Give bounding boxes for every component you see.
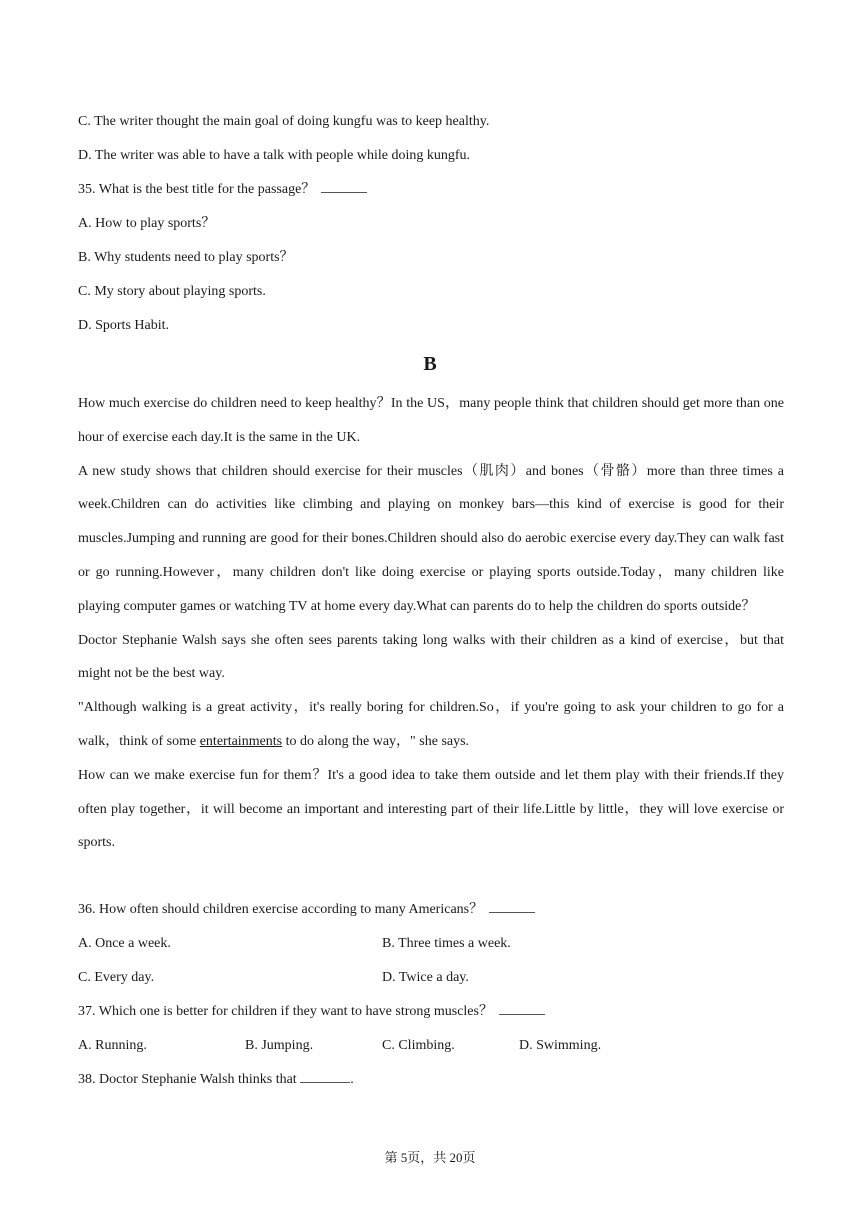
passage-paragraph-2: A new study shows that children should exercise for their muscles（肌肉）and bones（骨骼）more than three times a week.Children can do activities like climbing and playing on monkey bars—this kind of exercise is good for their muscles.Jumping and running are good for their bones.Children should also do aerobic exercise every day.They can walk fast or go running.However，many children don't like doing exercise or playing sports outside.Today，many children like playing computer games or watching TV at home every day.What can parents do to help the children do sports outside？ [78, 463, 784, 614]
q36-option-a: A. Once a week. [78, 936, 171, 951]
q35-option-a: A. How to play sports？ [78, 216, 216, 231]
page-number: 第 5页，共 20页 [384, 1150, 476, 1165]
q38-stem [78, 1070, 354, 1090]
q36-stem-text: 36. How often should children exercise according to many Americans？ [78, 902, 484, 917]
q38-stem-text: 38. Doctor Stephanie Walsh thinks that [78, 1072, 297, 1087]
underlined-word: entertainments [199, 733, 283, 749]
q35-answer-blank [321, 180, 367, 193]
passage-paragraph-4 [78, 691, 784, 759]
q36-stem [78, 900, 535, 920]
q36-answer-blank [489, 900, 535, 913]
passage-paragraph-1: How much exercise do children need to keep healthy？In the US，many people think that children should get more than one hour of exercise each day.It is the same in the UK. [78, 396, 784, 445]
passage-paragraph-3: Doctor Stephanie Walsh says she often sees parents taking long walks with their children as a kind of exercise，but that might not be the best way. [78, 632, 784, 682]
q35-option-c: C. My story about playing sports. [78, 284, 266, 299]
q37-option-d: D. Swimming. [519, 1038, 602, 1053]
q35-stem-text: 35. What is the best title for the passage？ [78, 182, 316, 197]
passage [78, 387, 784, 860]
q37-option-a: A. Running. [78, 1038, 147, 1053]
q38-stem-end: . [350, 1072, 354, 1087]
paragraph-4-end: to do along the way，" she says. [282, 733, 470, 749]
q37-option-c: C. Climbing. [382, 1038, 455, 1053]
passage-paragraph-5: How can we make exercise fun for them？It's a good idea to take them outside and let them play with their friends.If they often play together，it will become an important and interesting part of their life.Little by little，they will love exercise or sports. [78, 767, 784, 851]
section-heading: B [423, 353, 437, 375]
q35-option-d: D. Sports Habit. [78, 318, 169, 333]
q36-option-b: B. Three times a week. [382, 936, 511, 951]
q37-stem [78, 1002, 545, 1022]
q35-stem [78, 180, 367, 200]
q37-stem-text: 37. Which one is better for children if they want to have strong muscles？ [78, 1004, 493, 1019]
q34-option-c: C. The writer thought the main goal of doing kungfu was to keep healthy. [78, 114, 490, 129]
q36-option-d: D. Twice a day. [382, 970, 469, 985]
q37-option-b: B. Jumping. [245, 1038, 314, 1053]
q34-option-d: D. The writer was able to have a talk with people while doing kungfu. [78, 148, 471, 163]
q37-answer-blank [499, 1002, 545, 1015]
paragraph-4-start: "Although walking is a great activity，it's really boring for children.So，if you're going to ask your children to go for a walk，think of some [78, 700, 784, 749]
q36-option-c: C. Every day. [78, 970, 155, 985]
q38-answer-blank [300, 1070, 350, 1083]
q35-option-b: B. Why students need to play sports？ [78, 250, 294, 265]
